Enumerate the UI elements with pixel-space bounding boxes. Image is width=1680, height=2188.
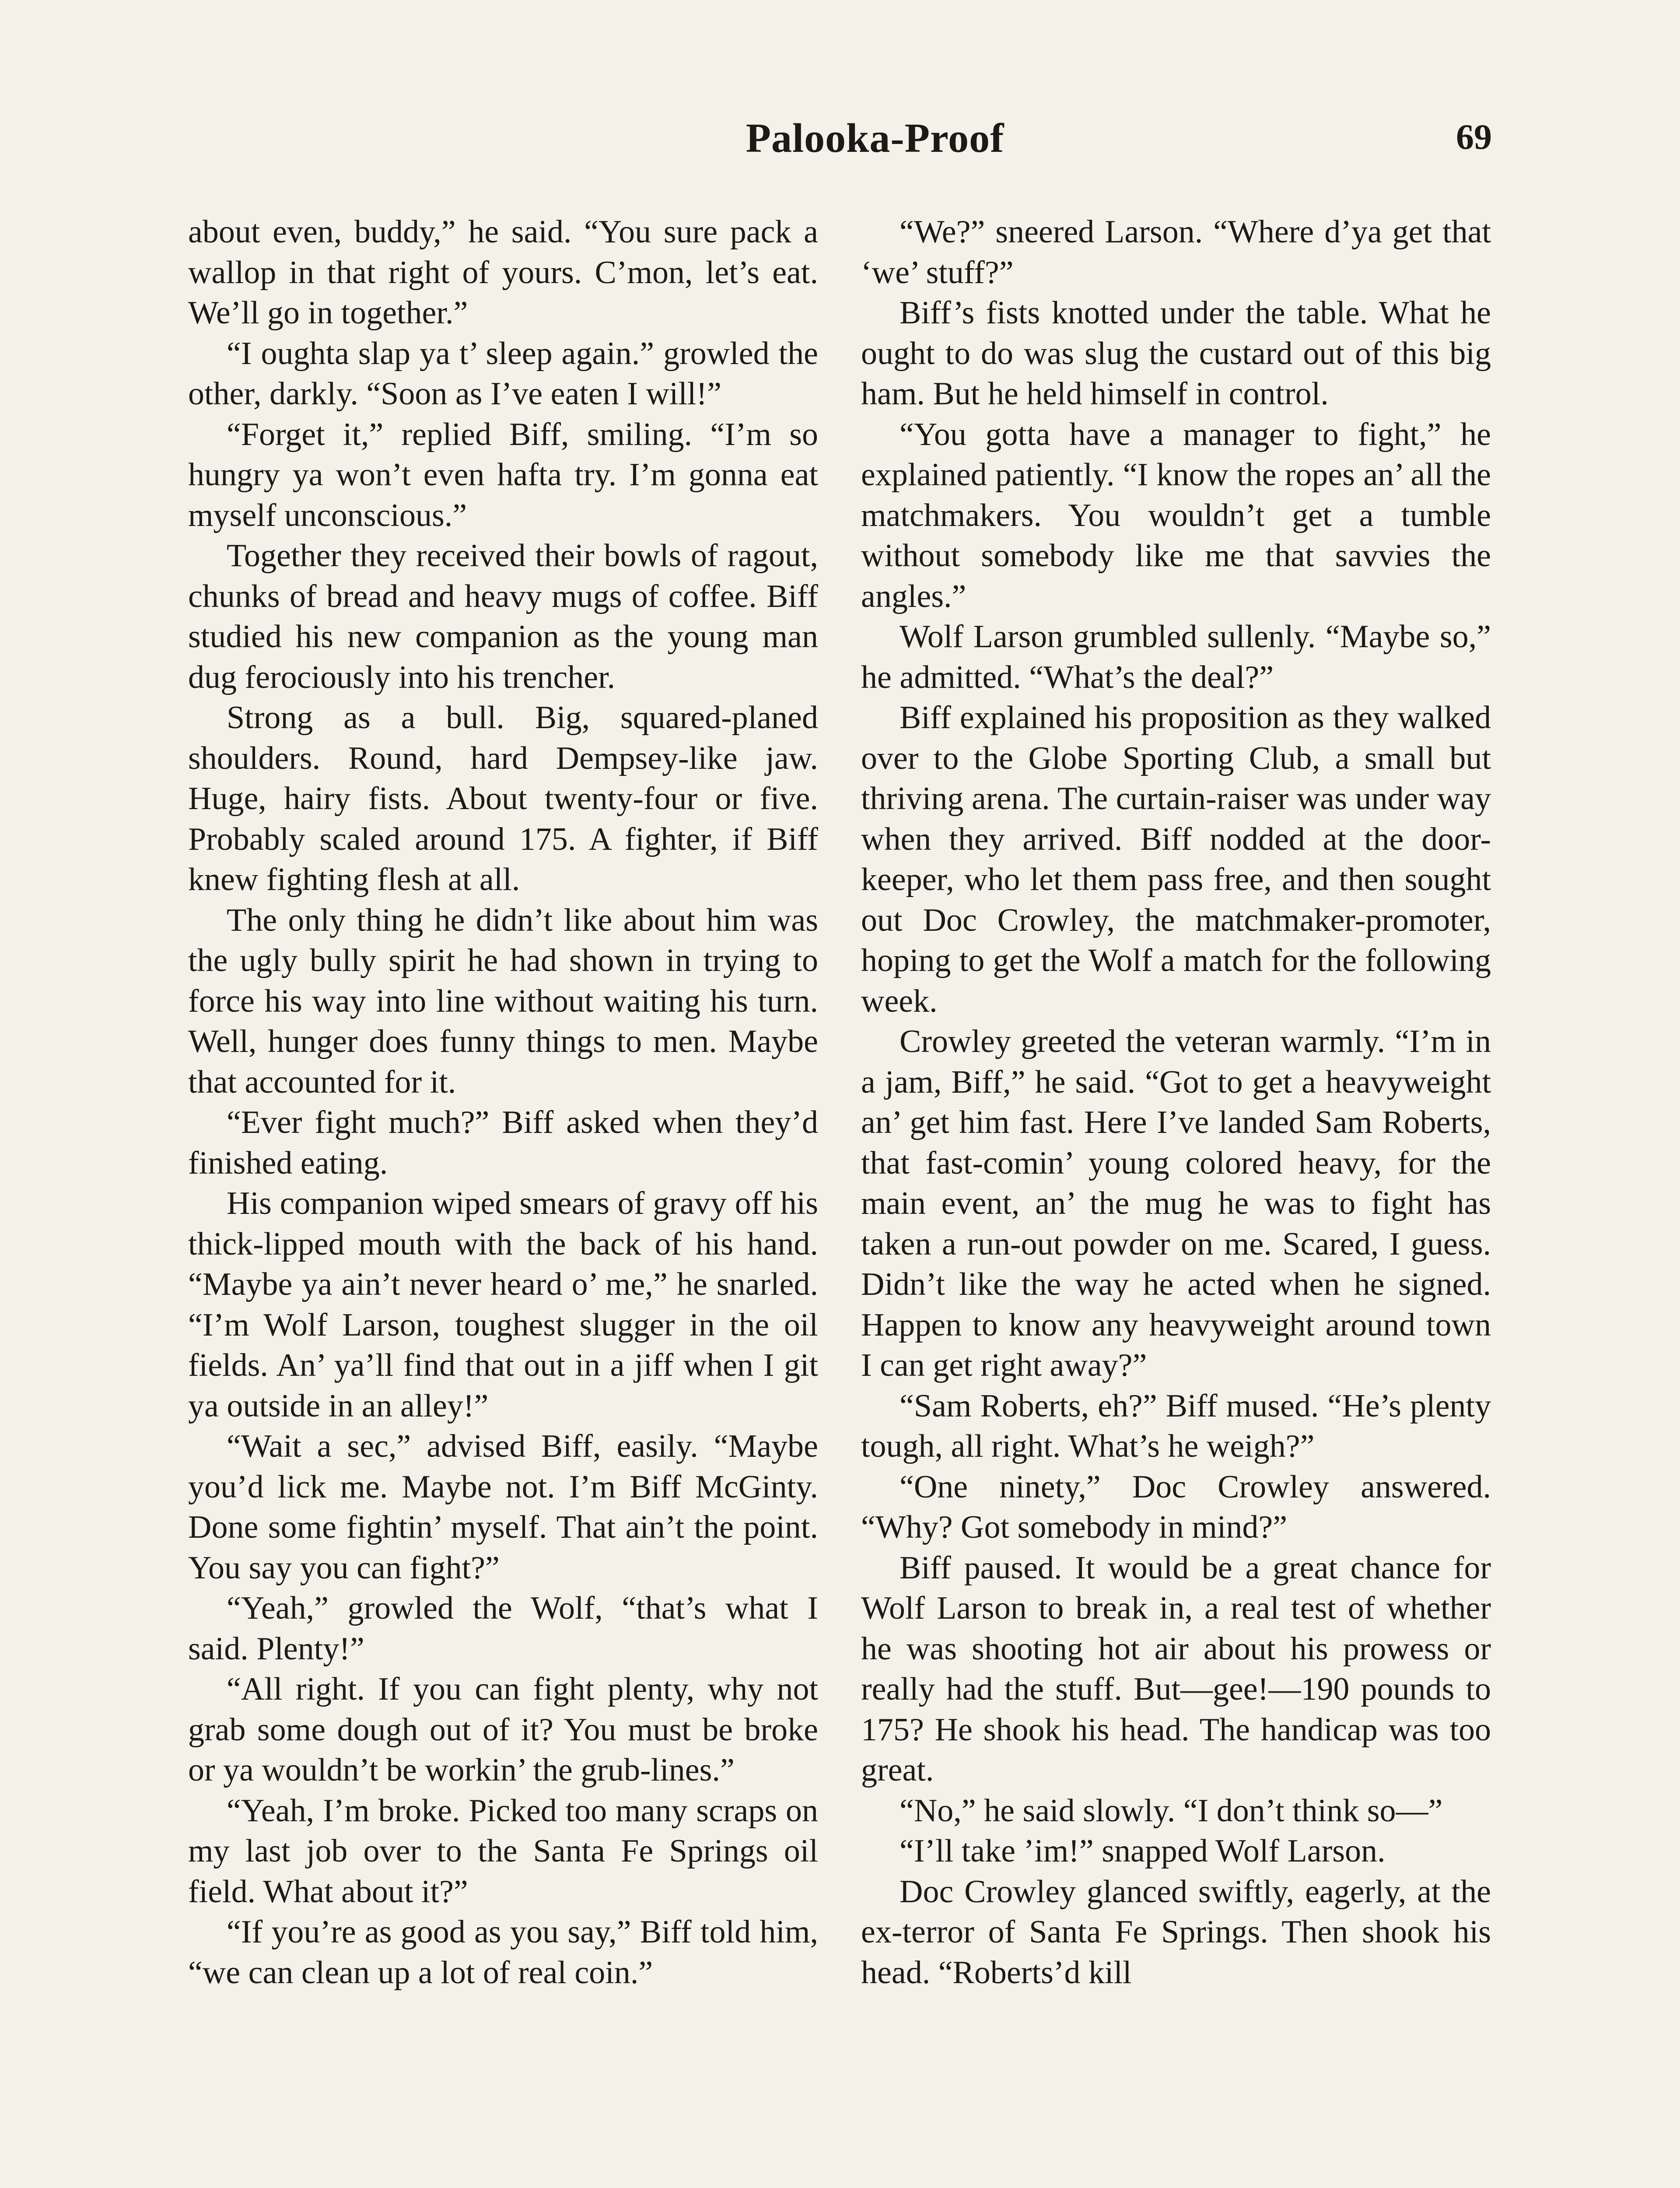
paragraph: Biff paused. It would be a great chance for Wolf Larson to break in, a real test of whether he was shooting hot air about his prowess or really had the stuff. But—gee!—190 pounds to 175? He shook his head. The handicap was too great.: [861, 1550, 1491, 1788]
paragraph: Biff’s fists knotted under the table. What he ought to do was slug the custard out of this big ham. But he held himself in control.: [861, 295, 1491, 412]
paragraph: Biff explained his proposition as they walked over to the Globe Sporting Club, a small but thriving arena. The curtain-raiser was under way when they arrived. Biff nodded at the door-keeper, who let them pass free, and then sought out Doc Crowley, the matchmaker-promoter, hoping to get the Wolf a match for the following week.: [861, 700, 1491, 1019]
paragraph: Crowley greeted the veteran warmly. “I’m in a jam, Biff,” he said. “Got to get a heavyweight an’ get him fast. Here I’ve landed Sam Roberts, that fast-comin’ young colored heavy, for the main event, an’ the mug he was to fight has taken a run-out powder on me. Scared, I guess. Didn’t like the way he acted when he signed. Happen to know any heavyweight around town I can get right away?”: [861, 1024, 1491, 1383]
paragraph: “One ninety,” Doc Crowley answered. “Why? Got somebody in mind?”: [861, 1469, 1491, 1545]
paragraph: “Yeah, I’m broke. Picked too many scraps on my last job over to the Santa Fe Springs oil field. What about it?”: [188, 1792, 818, 1910]
paragraph: “If you’re as good as you say,” Biff told him, “we can clean up a lot of real coin.”: [188, 1914, 818, 1991]
paragraph: about even, buddy,” he said. “You sure pack a wallop in that right of yours. C’mon, let’s eat. We’ll go in together.”: [188, 214, 818, 331]
paragraph: “We?” sneered Larson. “Where d’ya get that ‘we’ stuff?”: [861, 214, 1491, 291]
page-number: 69: [1456, 117, 1492, 157]
left-column: [188, 212, 818, 1993]
paragraph: “I oughta slap ya t’ sleep again.” growled the other, darkly. “Soon as I’ve eaten I will!”: [188, 335, 818, 412]
paragraph: “Forget it,” replied Biff, smiling. “I’m so hungry ya won’t even hafta try. I’m gonna eat myself unconscious.”: [188, 416, 818, 533]
paragraph: “No,” he said slowly. “I don’t think so—”: [900, 1792, 1443, 1829]
paragraph: “All right. If you can fight plenty, why not grab some dough out of it? You must be broke or ya wouldn’t be workin’ the grub-lines.”: [188, 1671, 818, 1788]
paragraph: Wolf Larson grumbled sullenly. “Maybe so,” he admitted. “What’s the deal?”: [861, 619, 1491, 695]
paragraph: “Wait a sec,” advised Biff, easily. “Maybe you’d lick me. Maybe not. I’m Biff McGinty. Done some fightin’ myself. That ain’t the point. You say you can fight?”: [188, 1428, 818, 1586]
paragraph: Doc Crowley glanced swiftly, eagerly, at the ex-terror of Santa Fe Springs. Then shook his head. “Roberts’d kill: [861, 1873, 1491, 1991]
paragraph: Together they received their bowls of ragout, chunks of bread and heavy mugs of coffee. Biff studied his new companion as the young man dug ferociously into his trencher.: [188, 538, 818, 695]
paragraph: “Yeah,” growled the Wolf, “that’s what I said. Plenty!”: [188, 1590, 818, 1667]
paragraph: “Ever fight much?” Biff asked when they’d finished eating.: [188, 1105, 818, 1181]
paragraph: The only thing he didn’t like about him was the ugly bully spirit he had shown in trying to force his way into line without waiting his turn. Well, hunger does funny things to men. Maybe that accounted for it.: [188, 902, 818, 1100]
paragraph: “I’ll take ’im!” snapped Wolf Larson.: [900, 1833, 1386, 1869]
paragraph: “You gotta have a manager to fight,” he explained patiently. “I know the ropes an’ all the matchmakers. You wouldn’t get a tumble without somebody like me that savvies the angles.”: [861, 416, 1491, 614]
paragraph: “Sam Roberts, eh?” Biff mused. “He’s plenty tough, all right. What’s he weigh?”: [861, 1388, 1491, 1464]
paragraph: Strong as a bull. Big, squared-planed shoulders. Round, hard Dempsey-like jaw. Huge, hairy fists. About twenty-four or five. Probably scaled around 175. A fighter, if Biff knew fighting flesh at all.: [188, 700, 818, 898]
page-header: [0, 115, 1680, 176]
right-column: [861, 212, 1491, 1993]
running-title: Palooka-Proof: [746, 116, 1004, 161]
paragraph: His companion wiped smears of gravy off his thick-lipped mouth with the back of his hand. “Maybe ya ain’t never heard o’ me,” he snarled. “I’m Wolf Larson, toughest slugger in the oil fields. An’ ya’ll find that out in a jiff when I git ya outside in an alley!”: [188, 1185, 818, 1424]
